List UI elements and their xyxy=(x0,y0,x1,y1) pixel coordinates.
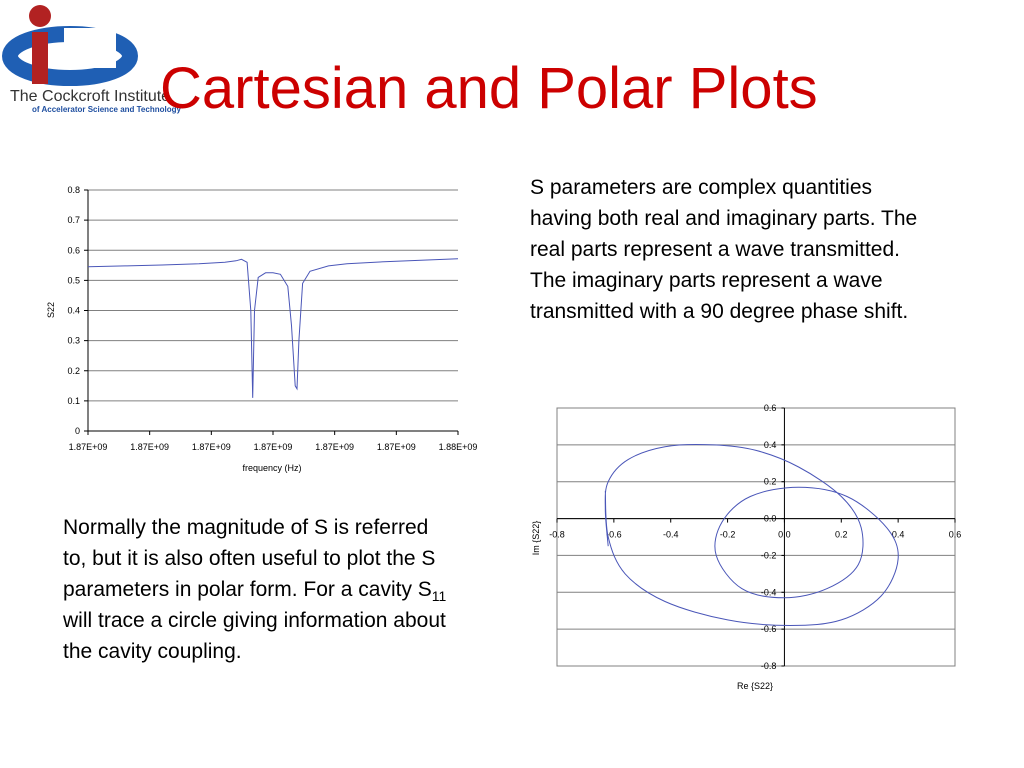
cartesian-xtick-label: 1.87E+09 xyxy=(130,442,170,452)
polar-xlabel: Re {S22} xyxy=(736,681,774,691)
cartesian-ylabel: S22 xyxy=(46,301,56,319)
polar-text-subscript: 11 xyxy=(431,588,447,604)
polar-ytick-label: -0.2 xyxy=(760,550,777,561)
logo-stem xyxy=(32,32,48,84)
polar-ytick-label: 0.2 xyxy=(763,476,777,487)
polar-xtick-label: 0.2 xyxy=(835,529,848,540)
cartesian-ytick-labels xyxy=(67,185,80,436)
polar-xtick-label: 0.4 xyxy=(891,529,905,540)
polar-ytick-labels xyxy=(761,403,777,671)
polar-xtick-label: -0.8 xyxy=(549,529,565,540)
cartesian-xtick-label: 1.87E+09 xyxy=(253,442,293,452)
cartesian-ytick-label: 0.1 xyxy=(67,395,80,406)
s-parameters-paragraph: S parameters are complex quantities having both real and imaginary parts. The real parts represent a wave transmitted. The imaginary parts represent a wave transmitted with a 90 degree phase shift. xyxy=(530,176,918,323)
polar-text-after: will trace a circle giving information about the cavity coupling. xyxy=(63,609,446,663)
polar-xtick-label: -0.4 xyxy=(662,529,679,540)
polar-xtick-labels xyxy=(549,530,961,540)
cartesian-ytick-label: 0.5 xyxy=(67,275,80,286)
cartesian-ytick-label: 0.8 xyxy=(67,185,80,195)
cartesian-xtick-label: 1.87E+09 xyxy=(68,442,108,452)
polar-xtick-label: -0.2 xyxy=(719,529,736,540)
polar-form-paragraph xyxy=(63,512,453,667)
logo-dot xyxy=(29,5,51,27)
polar-ytick-label: 0.0 xyxy=(763,513,777,524)
cartesian-ytick-label: 0.4 xyxy=(67,305,80,316)
polar-series-curve xyxy=(605,444,898,625)
cartesian-ytick-label: 0.7 xyxy=(67,215,80,226)
cartesian-series-line xyxy=(88,259,458,398)
cartesian-ytick-label: 0.3 xyxy=(67,335,80,346)
cartesian-series xyxy=(88,259,458,398)
cartesian-xtick-labels xyxy=(69,442,478,452)
cartesian-xtick-label: 1.88E+09 xyxy=(438,442,478,452)
cartesian-xtick-label: 1.87E+09 xyxy=(376,442,416,452)
polar-xtick-label: 0.0 xyxy=(778,529,791,540)
polar-ylabel: Im {S22} xyxy=(531,520,541,556)
cartesian-ytick-label: 0.2 xyxy=(67,365,80,376)
cartesian-xtick-label: 1.87E+09 xyxy=(315,442,355,452)
polar-ytick-label: -0.8 xyxy=(760,661,777,671)
cartesian-chart xyxy=(40,180,500,480)
logo-subtitle: of Accelerator Science and Technology xyxy=(32,105,181,114)
logo-gap xyxy=(64,28,116,68)
cartesian-ytick-label: 0 xyxy=(74,426,80,436)
cartesian-xtick-label: 1.87E+09 xyxy=(191,442,231,452)
cartesian-ytick-label: 0.6 xyxy=(67,245,80,256)
polar-ytick-label: 0.4 xyxy=(763,439,777,450)
polar-chart xyxy=(525,400,975,700)
polar-series xyxy=(605,444,898,625)
polar-ytick-label: -0.4 xyxy=(760,587,777,598)
polar-text-before: Normally the magnitude of S is referred to, but it is also often useful to plot the S parameters in polar form. For a cavity S xyxy=(63,516,436,601)
slide-title: Cartesian and Polar Plots xyxy=(160,56,818,121)
cartesian-axes xyxy=(84,190,458,435)
cartesian-gridlines xyxy=(88,190,458,401)
polar-ytick-label: 0.6 xyxy=(763,403,777,413)
polar-ytick-label: -0.6 xyxy=(760,624,777,635)
cartesian-xlabel: frequency (Hz) xyxy=(242,463,302,473)
logo-name: The Cockcroft Institute xyxy=(10,88,171,105)
polar-xtick-label: 0.6 xyxy=(948,529,962,540)
polar-xtick-label: -0.6 xyxy=(606,529,622,540)
